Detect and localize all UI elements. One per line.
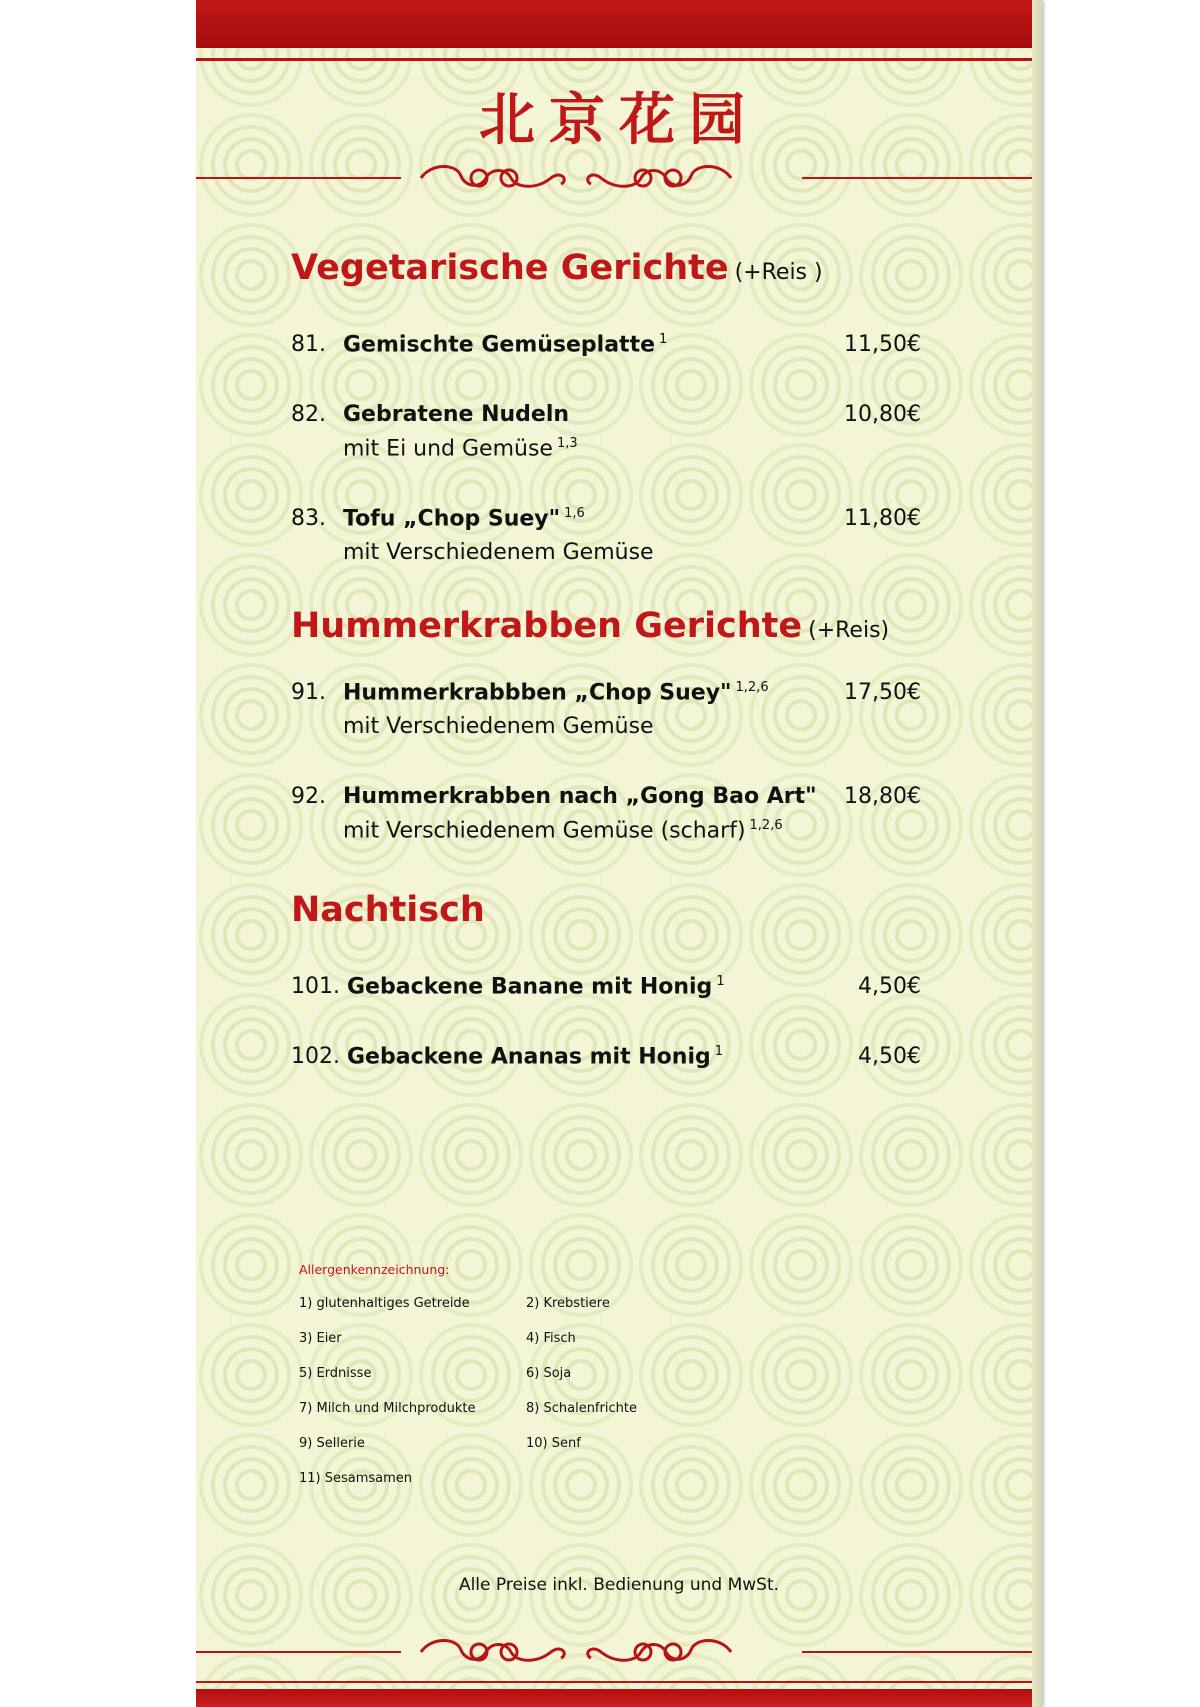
price-footnote: Alle Preise inkl. Bedienung und MwSt.	[458, 1575, 780, 1595]
ornament-divider-bottom	[196, 1632, 1042, 1672]
item-name	[347, 974, 725, 999]
section-title-dessert	[291, 890, 485, 930]
allergen-entry: 9) Sellerie	[299, 1436, 365, 1451]
divider-line-left	[196, 1651, 401, 1653]
item-price: 11,50€	[844, 332, 921, 357]
top-border-band	[196, 0, 1042, 48]
item-number: 91.	[291, 680, 326, 705]
allergen-entry: 6) Soja	[526, 1366, 572, 1381]
item-description: mit Verschiedenem Gemüse	[343, 540, 654, 565]
bottom-rule	[196, 1681, 1042, 1683]
restaurant-name: 北京花园	[479, 87, 759, 153]
item-price: 17,50€	[844, 680, 921, 705]
allergen-entry: 10) Senf	[526, 1436, 581, 1451]
item-name-text: Gebackene Ananas mit Honig	[347, 1044, 711, 1070]
item-description	[343, 818, 783, 843]
allergen-entry: 8) Schalenfrichte	[526, 1401, 637, 1416]
section-title-prawns	[291, 606, 889, 646]
allergen-entry: 5) Erdnisse	[299, 1366, 372, 1381]
item-allergen-codes: 1,3	[556, 436, 578, 451]
section-title-text: Nachtisch	[291, 890, 485, 930]
item-name-text: Hummerkrabbben „Chop Suey"	[343, 680, 732, 706]
section-note: (+Reis)	[808, 618, 890, 643]
top-rule	[196, 58, 1042, 61]
divider-line-right	[802, 1651, 1032, 1653]
menu-page	[196, 0, 1042, 1707]
scroll-ornament-icon	[411, 1632, 741, 1672]
item-allergen-codes: 1,2,6	[749, 818, 783, 833]
item-price: 11,80€	[844, 506, 921, 531]
item-number: 81.	[291, 332, 326, 357]
allergen-heading: Allergenkennzeichnung:	[299, 1262, 450, 1277]
item-allergen-codes: 1	[716, 974, 725, 989]
item-allergen-codes: 1,2,6	[735, 680, 769, 695]
section-title-text: Vegetarische Gerichte	[291, 248, 729, 288]
item-number: 92.	[291, 784, 326, 809]
scroll-ornament-icon	[411, 158, 741, 198]
allergen-entry: 2) Krebstiere	[526, 1296, 610, 1311]
section-title-vegetarian	[291, 248, 823, 288]
item-price: 4,50€	[858, 1044, 921, 1069]
item-name	[343, 332, 667, 357]
section-note: (+Reis )	[734, 260, 823, 285]
item-number: 82.	[291, 402, 326, 427]
item-name-text: Gemischte Gemüseplatte	[343, 332, 656, 358]
item-allergen-codes: 1	[659, 332, 668, 347]
item-name	[343, 680, 769, 705]
item-description-text: mit Verschiedenem Gemüse (scharf)	[343, 818, 746, 844]
ornament-divider-top	[196, 158, 1042, 198]
item-number: 102.	[291, 1044, 340, 1069]
section-title-text: Hummerkrabben Gerichte	[291, 606, 803, 646]
bottom-border-band	[196, 1689, 1042, 1707]
item-name: Gebratene Nudeln	[343, 402, 570, 427]
item-description-text: mit Ei und Gemüse	[343, 436, 553, 462]
item-number: 101.	[291, 974, 340, 999]
allergen-entry: 3) Eier	[299, 1331, 342, 1346]
item-allergen-codes: 1	[714, 1044, 724, 1059]
item-name-text: Gebackene Banane mit Honig	[347, 974, 713, 1000]
allergen-entry: 7) Milch und Milchprodukte	[299, 1401, 476, 1416]
item-name	[343, 506, 585, 531]
item-price: 10,80€	[844, 402, 921, 427]
item-name: Hummerkrabben nach „Gong Bao Art"	[343, 784, 817, 809]
item-name-text: Tofu „Chop Suey"	[343, 506, 561, 532]
item-description	[343, 436, 578, 461]
item-name	[347, 1044, 723, 1069]
item-price: 4,50€	[858, 974, 921, 999]
item-number: 83.	[291, 506, 326, 531]
divider-line-right	[802, 177, 1032, 179]
divider-line-left	[196, 177, 401, 179]
item-allergen-codes: 1,6	[564, 506, 585, 521]
item-description: mit Verschiedenem Gemüse	[343, 714, 654, 739]
item-price: 18,80€	[844, 784, 921, 809]
allergen-entry: 1) glutenhaltiges Getreide	[299, 1296, 470, 1311]
allergen-entry: 11) Sesamsamen	[299, 1471, 413, 1486]
allergen-entry: 4) Fisch	[526, 1331, 576, 1346]
